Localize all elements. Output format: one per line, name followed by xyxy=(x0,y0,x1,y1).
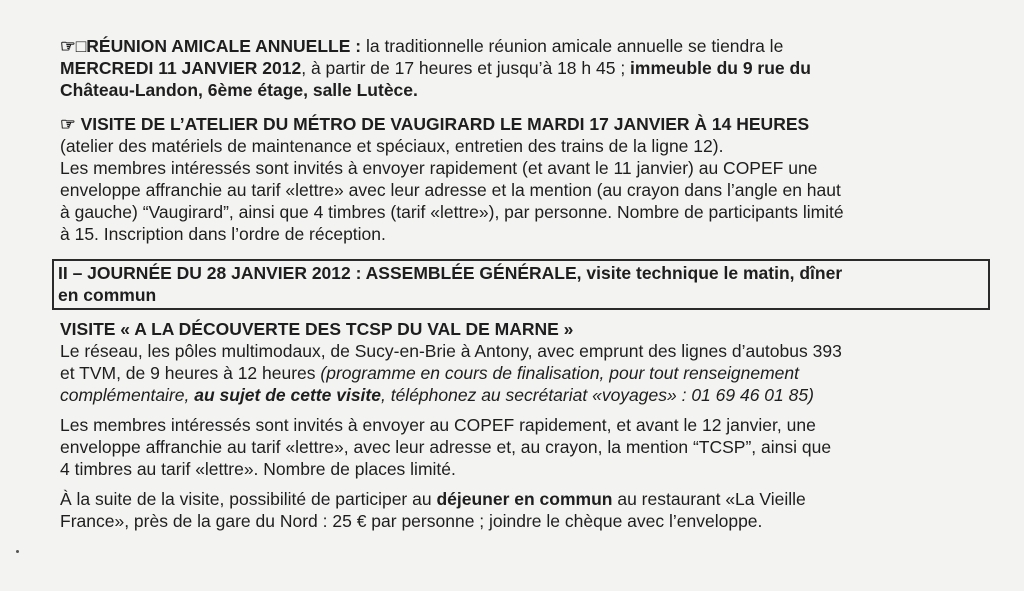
vaugirard-line: Les membres intéressés sont invités à envoyer rapidement (et avant le 11 janvier) au COPEF une xyxy=(60,158,818,178)
tcsp-line-3-italic-a: complémentaire, xyxy=(60,385,195,405)
dejeuner-line-2: France», près de la gare du Nord : 25 € par personne ; joindre le chèque avec l’enveloppe. xyxy=(60,511,763,531)
dejeuner-line-1-b: au restaurant «La Vieille xyxy=(612,489,806,509)
dejeuner-line-1-a: À la suite de la visite, possibilité de participer au xyxy=(60,489,437,509)
vaugirard-line: (atelier des matériels de maintenance et spéciaux, entretien des trains de la ligne 12). xyxy=(60,136,724,156)
section-visite-vaugirard xyxy=(60,113,990,245)
inscription-line: Les membres intéressés sont invités à envoyer au COPEF rapidement, et avant le 12 janvier, une xyxy=(60,415,816,435)
tcsp-line-3-italic-b: , téléphonez au secrétariat «voyages» : 01 69 46 01 85) xyxy=(380,385,814,405)
reunion-title: RÉUNION AMICALE ANNUELLE : xyxy=(86,36,362,56)
vaugirard-title-line xyxy=(60,113,990,135)
vaugirard-line: à gauche) “Vaugirard”, ainsi que 4 timbres (tarif «lettre»), par personne. Nombre de participants limité xyxy=(60,202,844,222)
tcsp-title: VISITE « A LA DÉCOUVERTE DES TCSP DU VAL DE MARNE » xyxy=(60,319,574,339)
journee-line-1: II – JOURNÉE DU 28 JANVIER 2012 : ASSEMBLÉE GÉNÉRALE, visite technique le matin, dîner xyxy=(58,263,843,283)
dejeuner-line-1 xyxy=(60,488,990,510)
pointing-hand-icon: ☞ xyxy=(60,36,76,56)
scan-speck xyxy=(16,550,19,553)
reunion-paragraph xyxy=(60,35,990,101)
section-reunion-amicale xyxy=(60,35,990,101)
vaugirard-title: VISITE DE L’ATELIER DU MÉTRO DE VAUGIRARD LE MARDI 17 JANVIER À 14 HEURES xyxy=(75,114,810,134)
reunion-place-1: immeuble du 9 rue du xyxy=(630,58,811,78)
reunion-date: MERCREDI 11 JANVIER 2012 xyxy=(60,58,302,78)
tcsp-line-2 xyxy=(60,362,990,384)
pointing-hand-icon: ☞ xyxy=(60,114,76,134)
section-dejeuner xyxy=(60,488,990,532)
tcsp-line-3-bold-italic: au sujet de cette visite xyxy=(194,385,381,405)
document-page xyxy=(60,35,990,532)
reunion-place-2: Château-Landon, 6ème étage, salle Lutèce. xyxy=(60,80,418,100)
tcsp-line-2-normal: et TVM, de 9 heures à 12 heures xyxy=(60,363,321,383)
vaugirard-line: enveloppe affranchie au tarif «lettre» avec leur adresse et la mention (au crayon dans l’angle en haut xyxy=(60,180,841,200)
section-visite-tcsp xyxy=(60,318,990,406)
tcsp-line-2-italic: (programme en cours de finalisation, pour tout renseignement xyxy=(320,363,799,383)
tcsp-line-1: Le réseau, les pôles multimodaux, de Sucy-en-Brie à Antony, avec emprunt des lignes d’autobus 393 xyxy=(60,341,842,361)
section-inscription-tcsp xyxy=(60,414,990,480)
reunion-text-2: , à partir de 17 heures et jusqu’à 18 h 45 ; xyxy=(301,58,631,78)
square-icon: □ xyxy=(75,36,87,56)
vaugirard-line: à 15. Inscription dans l’ordre de réception. xyxy=(60,224,386,244)
dejeuner-line-1-bold: déjeuner en commun xyxy=(436,489,613,509)
journee-box xyxy=(52,259,990,310)
tcsp-line-3 xyxy=(60,384,990,406)
reunion-text-1: la traditionnelle réunion amicale annuelle se tiendra le xyxy=(361,36,784,56)
inscription-line: 4 timbres au tarif «lettre». Nombre de places limité. xyxy=(60,459,456,479)
journee-line-2: en commun xyxy=(58,285,157,305)
inscription-line: enveloppe affranchie au tarif «lettre», avec leur adresse et, au crayon, la mention “TCSP”, ainsi que xyxy=(60,437,832,457)
